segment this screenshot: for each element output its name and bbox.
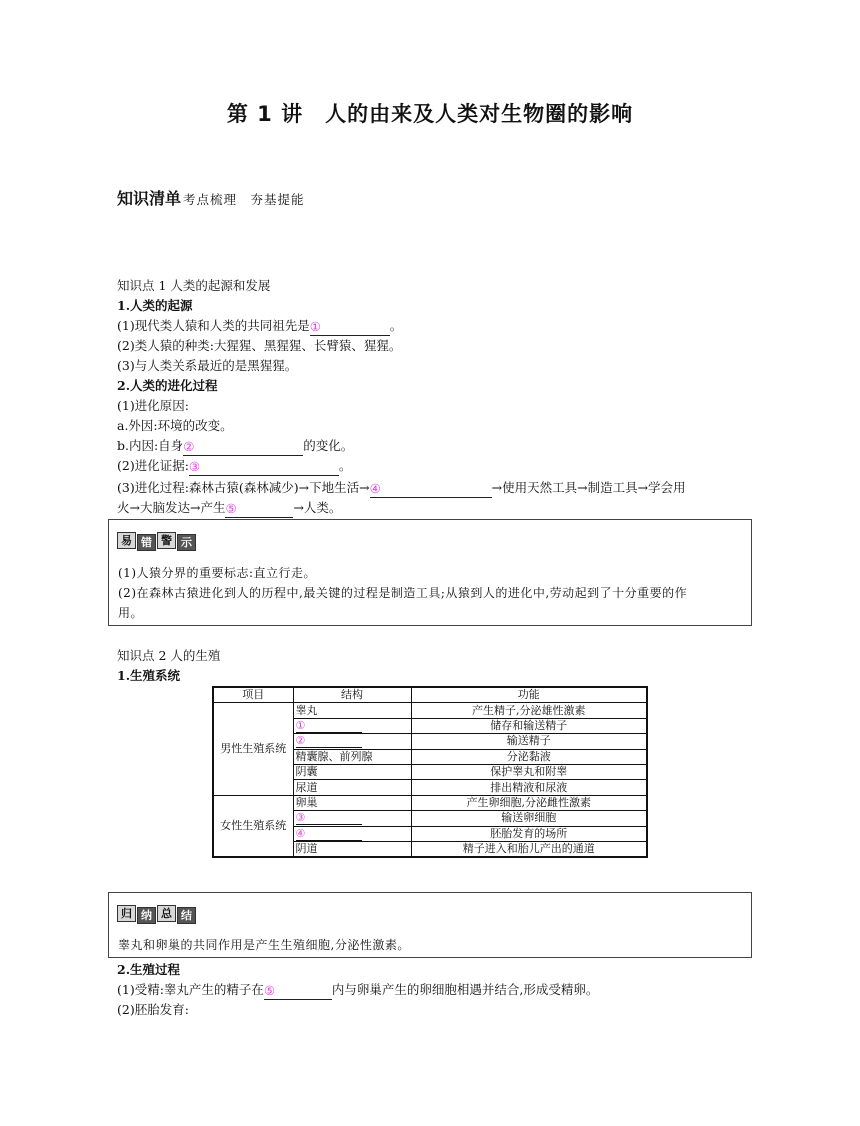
blank-2[interactable] [183,439,303,456]
badge-char: 示 [177,534,196,551]
blank-6[interactable] [264,983,332,1000]
kp1-line-closest: (3)与人类关系最近的是黑猩猩。 [117,358,298,373]
warning-badge-icon [117,532,196,549]
warning-text-1: (1)人猿分界的重要标志:直立行走。 [118,566,317,580]
kp1-line-process-cont [117,498,341,518]
blank-marker: ③ [296,811,362,825]
kp1-heading: 知识点 1 人类的起源和发展 [117,278,271,293]
text: 的变化。 [303,438,354,453]
section-header-sub: 考点梳理 夯基提能 [183,192,305,207]
badge-char: 归 [117,905,136,922]
table-row [213,795,647,810]
structure-cell: 卵巢 [293,795,411,810]
blank-1[interactable] [310,319,390,336]
structure-blank-cell[interactable] [293,734,411,749]
page-title: 第 1 讲 人的由来及人类对生物圈的影响 [226,102,634,126]
table-header: 结构 [293,687,411,703]
warning-text-3: 用。 [118,606,144,620]
female-system-label: 女性生殖系统 [213,795,293,857]
kp1-line-process [117,478,686,498]
structure-blank-cell[interactable] [293,718,411,733]
text: (2)进化证据: [117,458,189,473]
badge-char: 结 [177,907,196,924]
function-cell: 储存和输送精子 [411,718,647,733]
blank-marker: ③ [188,459,201,474]
badge-char: 警 [157,532,176,549]
badge-char: 错 [137,534,156,551]
badge-char: 总 [157,905,176,922]
function-cell: 胚胎发育的场所 [411,826,647,841]
blank-3[interactable] [189,459,339,476]
summary-text: 睾丸和卵巢的共同作用是产生生殖细胞,分泌性激素。 [118,938,410,952]
summary-box [108,892,752,958]
kp1-line-apes: (2)类人猿的种类:大猩猩、黑猩猩、长臂猿、猩猩。 [117,338,402,353]
kp1-line-internal [117,436,353,456]
text: 火→大脑发达→产生 [117,500,226,515]
structure-blank-cell[interactable] [293,826,411,841]
blank-4[interactable] [370,481,492,498]
table-header: 功能 [411,687,647,703]
kp1-line-external: a.外因:环境的改变。 [117,418,233,433]
blank-marker: ① [309,319,321,334]
kp2-subheading-system: 1.生殖系统 [117,668,181,683]
badge-char: 易 [117,532,136,549]
blank-marker: ② [296,734,362,748]
blank-marker: ⑤ [263,983,276,998]
warning-box [108,519,752,626]
structure-cell: 阴道 [293,841,411,857]
kp1-line-cause: (1)进化原因: [117,398,189,413]
structure-blank-cell[interactable] [293,811,411,826]
summary-badge-icon [117,905,196,922]
warning-text-2: (2)在森林古猿进化到人的历程中,最关键的过程是制造工具;从猿到人的进化中,劳动起到了十分重要的作 [118,586,688,600]
structure-cell: 阴囊 [293,764,411,779]
text: (3)进化过程:森林古猿(森林减少)→下地生活→ [117,480,370,495]
badge-char: 纳 [137,907,156,924]
kp1-line-ancestor [117,316,402,336]
blank-marker: ④ [296,827,362,841]
text: 。 [338,458,352,473]
structure-cell: 尿道 [293,780,411,795]
kp1-subheading-origin: 1.人类的起源 [117,298,193,313]
section-header-main: 知识清单 [117,189,182,208]
table-row [213,703,647,718]
text: →人类。 [293,500,342,515]
text: →使用天然工具→制造工具→学会用 [491,480,686,495]
function-cell: 分泌黏液 [411,749,647,764]
blank-marker: ④ [369,481,381,496]
kp1-subheading-evolution: 2.人类的进化过程 [117,378,218,393]
function-cell: 产生精子,分泌雄性激素 [411,703,647,718]
reproductive-system-table [212,686,648,858]
function-cell: 保护睾丸和附睾 [411,764,647,779]
kp1-line-evidence [117,456,351,476]
table-header: 项目 [213,687,293,703]
blank-marker: ⑤ [225,501,237,516]
text: (1)受精:睾丸产生的精子在 [117,982,264,997]
kp2-line-embryo: (2)胚胎发育: [117,1002,189,1017]
function-cell: 排出精液和尿液 [411,780,647,795]
blank-5[interactable] [225,501,293,518]
section-header [117,186,305,209]
function-cell: 输送卵细胞 [411,811,647,826]
structure-cell: 精囊腺、前列腺 [293,749,411,764]
table-header-row [213,687,647,703]
function-cell: 产生卵细胞,分泌雌性激素 [411,795,647,810]
text: 。 [389,318,403,333]
function-cell: 精子进入和胎儿产出的通道 [411,841,647,857]
kp2-heading: 知识点 2 人的生殖 [117,648,221,663]
text: 内与卵巢产生的卵细胞相遇并结合,形成受精卵。 [331,982,599,997]
blank-marker: ① [296,719,362,733]
male-system-label: 男性生殖系统 [213,703,293,795]
kp2-line-fertilization [117,980,598,1000]
text: (1)现代类人猿和人类的共同祖先是 [117,318,310,333]
blank-marker: ② [183,439,195,454]
kp2-subheading-process: 2.生殖过程 [117,962,181,977]
function-cell: 输送精子 [411,734,647,749]
text: b.内因:自身 [117,438,184,453]
structure-cell: 睾丸 [293,703,411,718]
